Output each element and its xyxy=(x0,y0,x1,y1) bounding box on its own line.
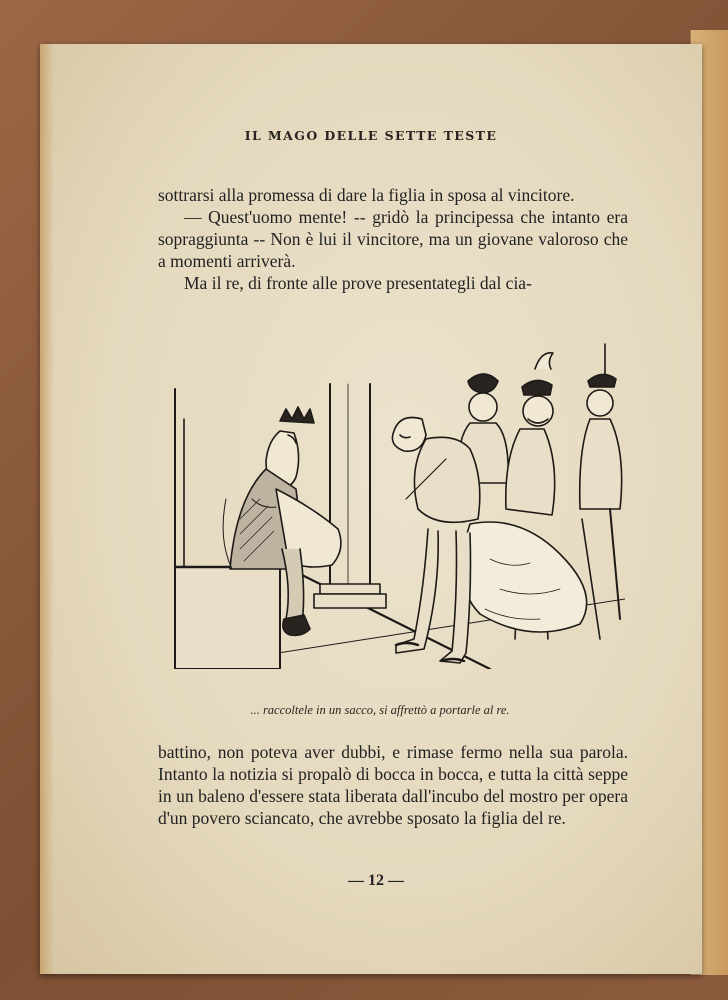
text-block-bottom xyxy=(158,741,628,829)
paragraph: battino, non poteva aver dubbi, e rimase fermo nella sua parola. Intanto la notizia si propalò di bocca in bocca, e tutta la città seppe in un baleno d'essere stata liberata dall'incubo del mostro per opera d'un povero sciancato, che avrebbe sposato la figlia del re. xyxy=(158,742,628,828)
illustration-caption: ... raccoltele in un sacco, si affrettò a portarle al re. xyxy=(250,703,510,717)
book-page xyxy=(40,44,702,974)
paragraph: Ma il re, di fronte alle prove presentategli dal cia- xyxy=(184,273,532,293)
page-number: — 12 — xyxy=(348,872,404,889)
page-worn-edge xyxy=(40,44,54,974)
paragraph: — Quest'uomo mente! -- gridò la principessa che intanto era sopraggiunta -- Non è lui il vincitore, ma un giovane valoroso che a momenti arriverà. xyxy=(158,207,628,271)
running-head: IL MAGO DELLE SETTE TESTE xyxy=(244,128,498,143)
text-block-top xyxy=(158,184,628,294)
illustration-king-and-hunchback xyxy=(170,339,625,669)
paragraph: sottrarsi alla promessa di dare la figlia in sposa al vincitore. xyxy=(158,185,575,205)
